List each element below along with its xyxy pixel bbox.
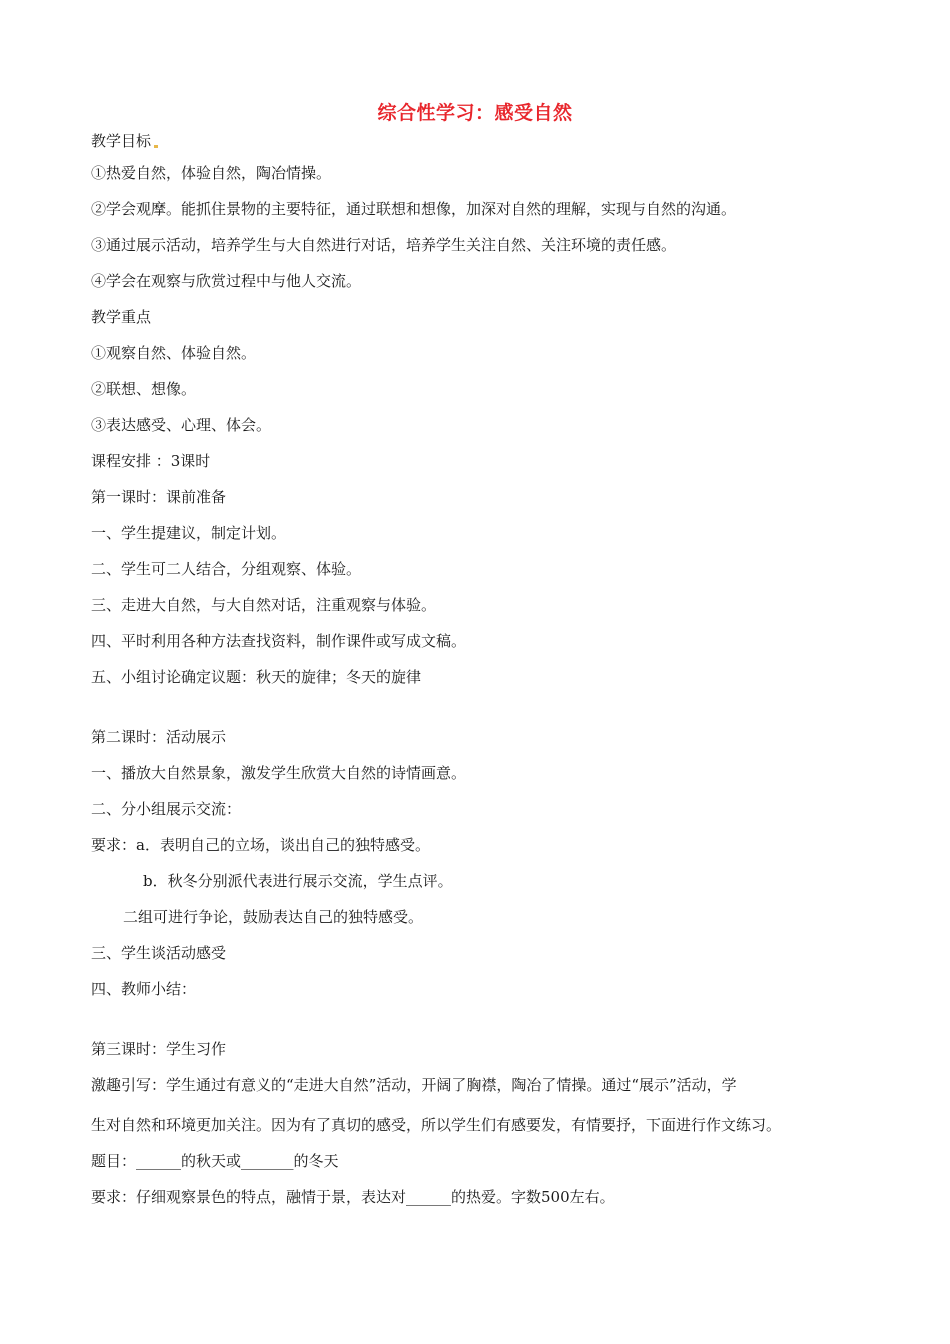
focus-item: ③表达感受、心理、体会。: [91, 416, 272, 434]
lesson-two-heading: 第二课时：活动展示: [91, 728, 227, 746]
document-title: 综合性学习：感受自然: [377, 102, 573, 124]
lesson-one-item: 二、学生可二人结合，分组观察、体验。: [91, 560, 362, 578]
lesson-two-item: 四、教师小结：: [91, 980, 197, 998]
essay-requirement: 要求：仔细观察景色的特点，融情于景，表达对______的热爱。字数500左右。: [91, 1188, 615, 1206]
lesson-one-heading: 第一课时：课前准备: [91, 488, 227, 506]
lesson-one-item: 四、平时利用各种方法查找资料，制作课件或写成文稿。: [91, 632, 467, 650]
lesson-two-requirement: 二组可进行争论，鼓励表达自己的独特感受。: [123, 908, 424, 926]
lesson-three-paragraph: 生对自然和环境更加关注。因为有了真切的感受，所以学生们有感要发，有情要抒，下面进行作文练习。: [91, 1116, 782, 1134]
lesson-two-requirement: 要求：a．表明自己的立场，谈出自己的独特感受。: [91, 836, 430, 854]
section-heading-goals: 教学目标: [91, 131, 158, 151]
goal-item: ④学会在观察与欣赏过程中与他人交流。: [91, 272, 362, 290]
lesson-one-item: 三、走进大自然，与大自然对话，注重观察与体验。: [91, 596, 437, 614]
lesson-one-item: 五、小组讨论确定议题：秋天的旋律；冬天的旋律: [91, 668, 422, 686]
schedule-line: 课程安排 ：3课时: [91, 452, 211, 470]
lesson-two-item: 一、播放大自然景象，激发学生欣赏大自然的诗情画意。: [91, 764, 467, 782]
focus-item: ②联想、想像。: [91, 380, 197, 398]
lesson-two-item: 三、学生谈活动感受: [91, 944, 227, 962]
lesson-two-requirement: b．秋冬分别派代表进行展示交流，学生点评。: [143, 872, 453, 890]
lesson-one-item: 一、学生提建议，制定计划。: [91, 524, 287, 542]
goal-item: ③通过展示活动，培养学生与大自然进行对话，培养学生关注自然、关注环境的责任感。: [91, 236, 677, 254]
lesson-two-item: 二、分小组展示交流：: [91, 800, 242, 818]
goal-item: ②学会观摩。能抓住景物的主要特征，通过联想和想像，加深对自然的理解，实现与自然的沟通。: [91, 200, 737, 218]
section-heading-focus: 教学重点: [91, 308, 152, 326]
lesson-three-paragraph: 激趣引写：学生通过有意义的“走进大自然”活动，开阔了胸襟，陶冶了情操。通过“展示”活动，学: [91, 1076, 737, 1094]
focus-item: ①观察自然、体验自然。: [91, 344, 257, 362]
lesson-three-heading: 第三课时：学生习作: [91, 1040, 227, 1058]
essay-topic: 题目：______的秋天或_______的冬天: [91, 1152, 339, 1170]
edit-mark: [154, 145, 158, 148]
goal-item: ①热爱自然，体验自然，陶冶情操。: [91, 164, 332, 182]
